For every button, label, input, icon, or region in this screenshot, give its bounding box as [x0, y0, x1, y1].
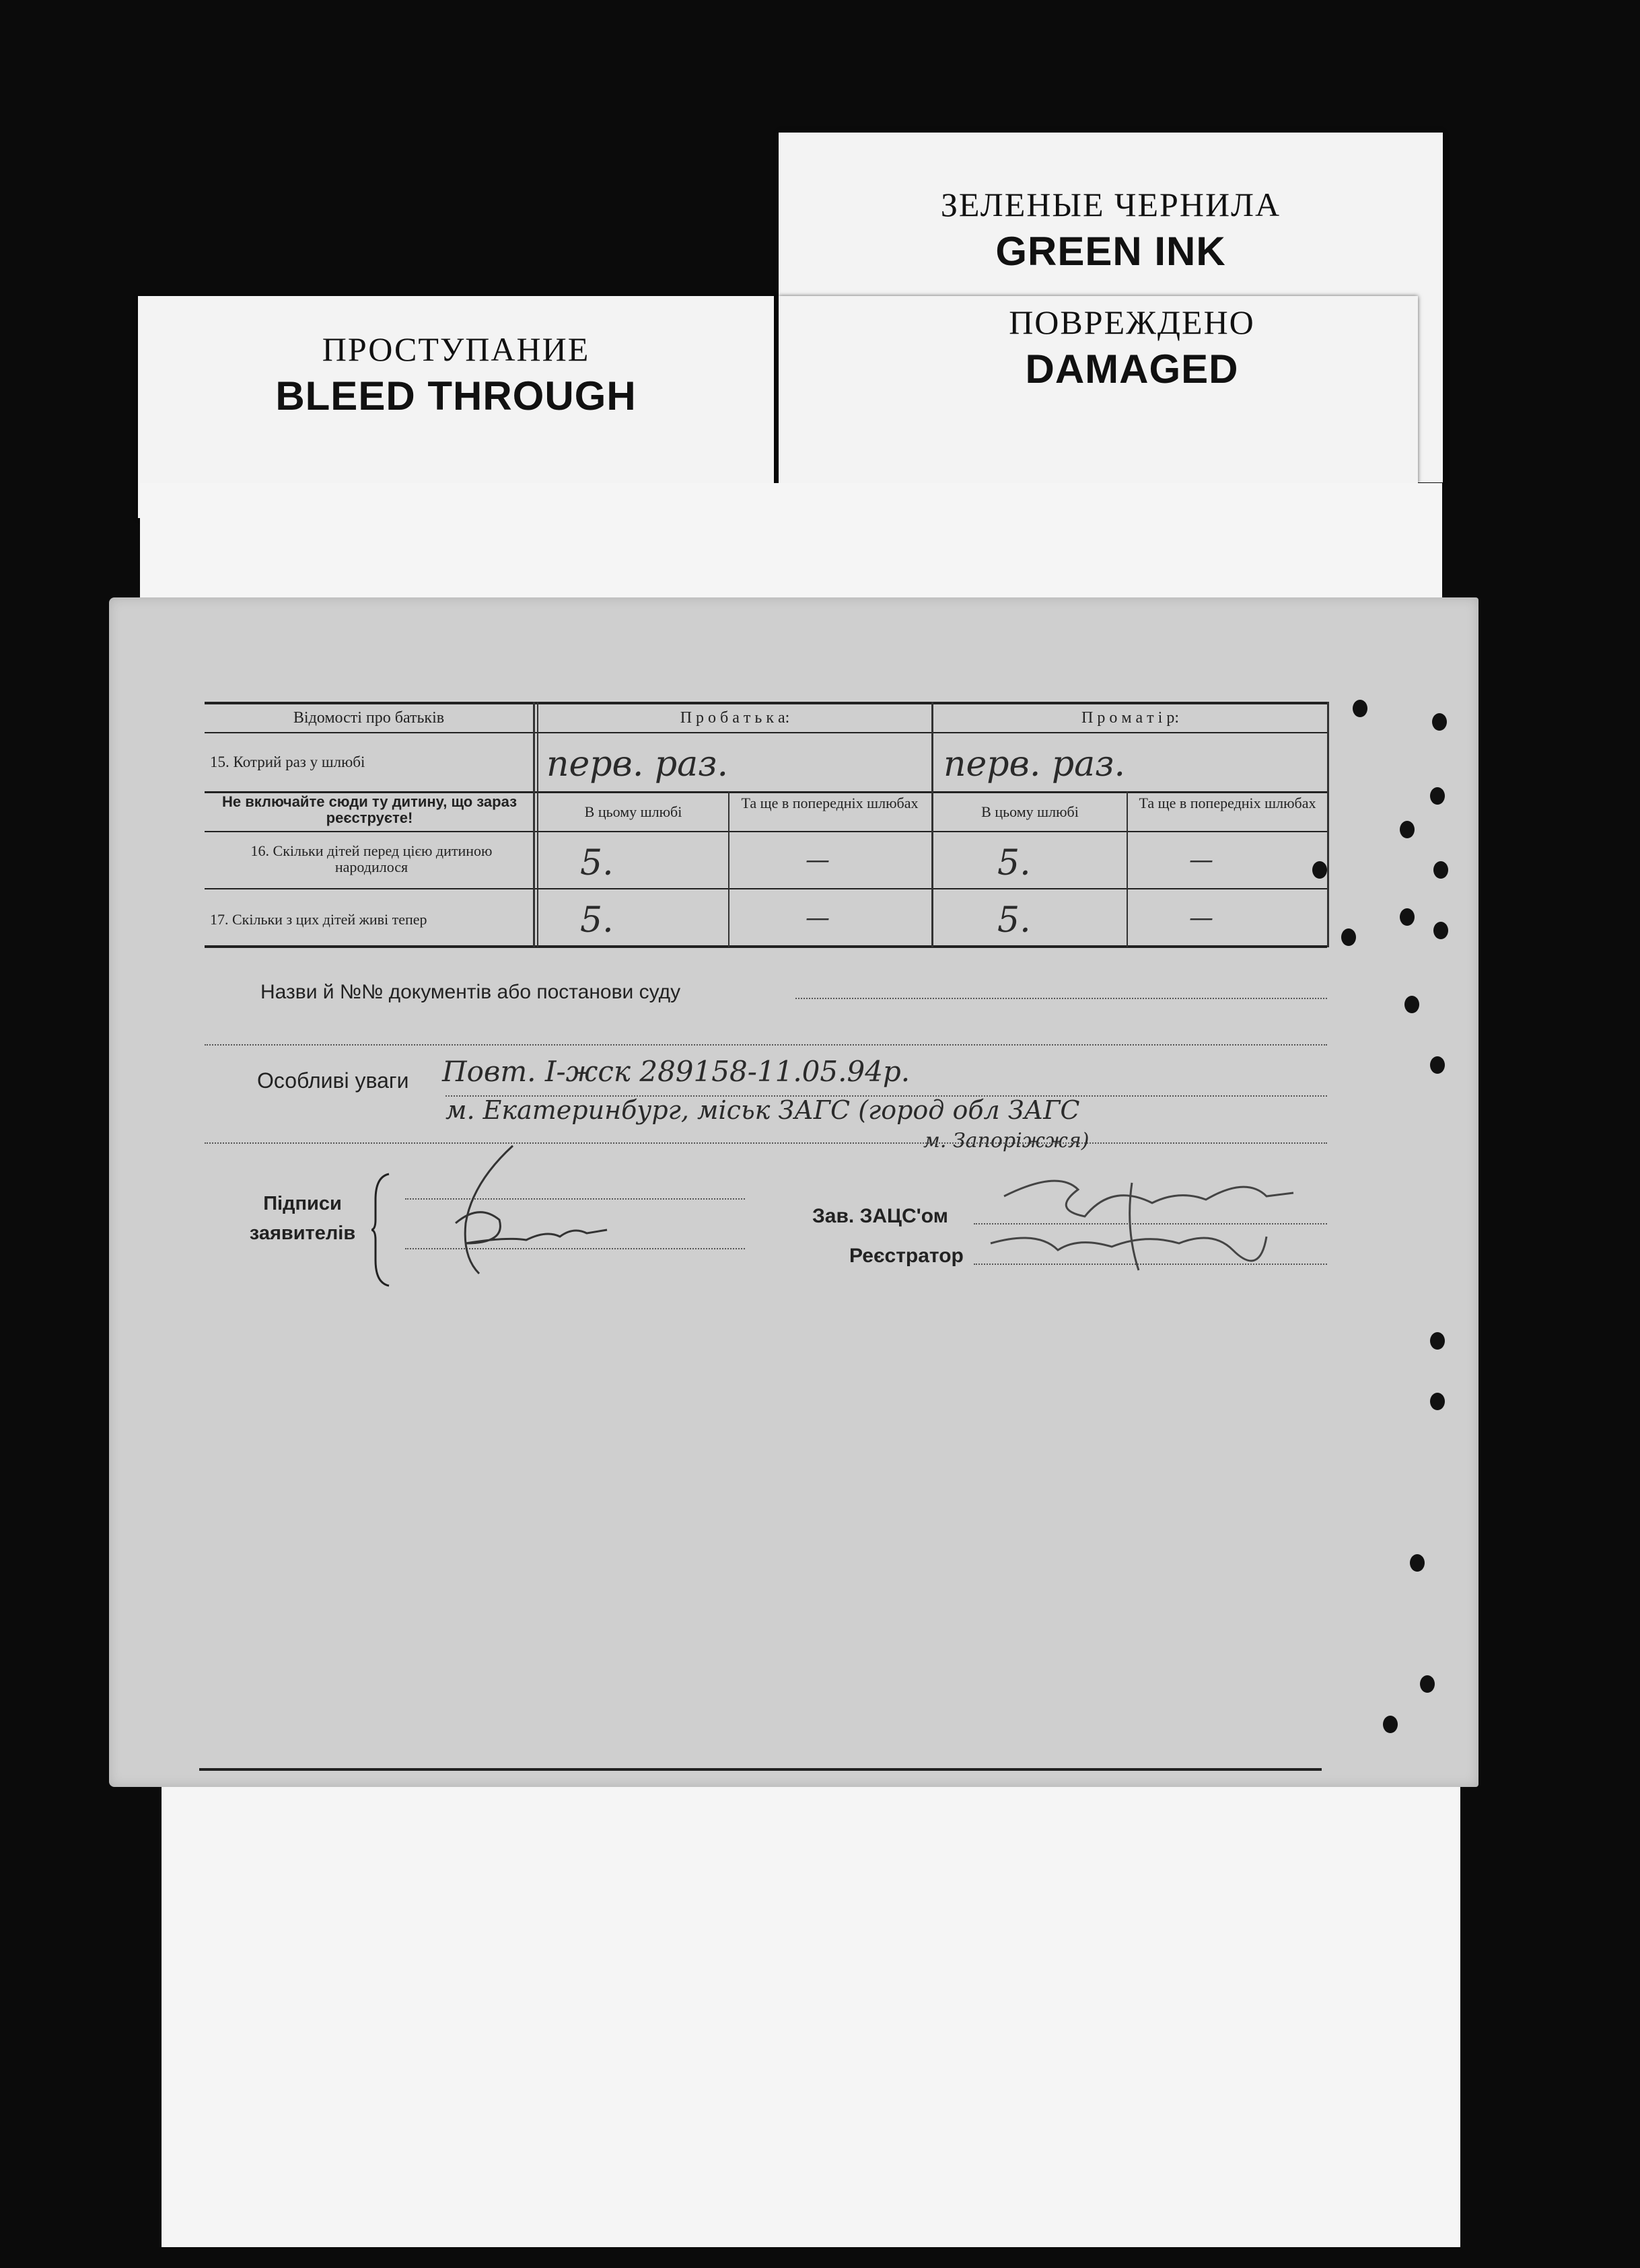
punch-hole: [1430, 1393, 1445, 1410]
form-sheet: [109, 597, 1478, 1787]
head-zags-label: Зав. ЗАЦС'ом: [812, 1205, 948, 1227]
form-bottom-line: [199, 1768, 1322, 1771]
punch-hole: [1433, 922, 1448, 939]
col-divider-1b: [537, 702, 538, 947]
special-line-2: м. Екатеринбург, міськ ЗАГС (город обл ЗАГС: [445, 1095, 1080, 1125]
punch-hole: [1312, 861, 1327, 879]
bottom-white-sheet: [162, 1776, 1460, 2247]
row16-father-prev: —: [806, 846, 830, 874]
note-mother-current: В цьому шлюбі: [981, 803, 1079, 820]
special-line-3: м. Запоріжжя): [923, 1129, 1090, 1153]
punch-hole: [1341, 928, 1356, 946]
row17-mother-prev: —: [1189, 904, 1213, 932]
col-divider-right: [1327, 702, 1329, 947]
official-signatures: [977, 1163, 1327, 1290]
row17-father-current: 5.: [580, 900, 614, 941]
row16-label: 16. Скільки дітей перед цією дитиною народилося: [250, 842, 493, 876]
bleed-through-en: BLEED THROUGH: [275, 373, 637, 418]
punch-hole: [1400, 908, 1415, 926]
punch-hole: [1353, 700, 1367, 717]
header-father: П р о б а т ь к а:: [680, 709, 790, 727]
registrar-label: Реєстратор: [849, 1245, 964, 1267]
special-line-dots-1: [445, 1095, 1327, 1097]
col-divider-2: [728, 791, 729, 947]
table-header-line: [205, 732, 1327, 733]
special-line-1: Повт. I-жск 289158-11.05.94р.: [442, 1055, 911, 1088]
punch-hole: [1430, 1056, 1445, 1074]
punch-hole: [1383, 1716, 1398, 1733]
row17-father-prev: —: [806, 904, 830, 932]
col-divider-4: [1127, 791, 1128, 947]
punch-hole: [1433, 861, 1448, 879]
documents-line-2: [205, 1044, 1327, 1046]
applicant-signature: [392, 1142, 647, 1277]
row17-mother-current: 5.: [997, 900, 1031, 941]
damaged-ru: ПОВРЕЖДЕНО: [1009, 303, 1255, 341]
applicants-signatures-label: Підписи заявителів: [249, 1193, 356, 1244]
table-top-line: [205, 702, 1327, 704]
row16-mother-prev: —: [1189, 846, 1213, 874]
punch-hole: [1430, 787, 1445, 805]
row15-label: 15. Котрий раз у шлюбі: [210, 754, 365, 770]
header-mother: П р о м а т і р:: [1081, 709, 1179, 727]
note-father-previous: Та ще в попередніх шлюбах: [741, 795, 919, 811]
special-label: Особливі уваги: [257, 1068, 409, 1093]
green-ink-en: GREEN INK: [995, 229, 1226, 274]
bleed-through-ru: ПРОСТУПАНИЕ: [322, 330, 590, 368]
damaged-label-card: [779, 296, 1418, 484]
note-mother-previous: Та ще в попередніх шлюбах: [1139, 795, 1316, 811]
documents-label: Назви й №№ документів або постанови суду: [260, 981, 681, 1003]
row17-label: 17. Скільки з цих дітей живі тепер: [210, 911, 427, 928]
row16-mother-current: 5.: [997, 843, 1031, 883]
row15-father-value: перв. раз.: [546, 744, 729, 784]
damaged-en: DAMAGED: [1025, 346, 1239, 392]
col-divider-1: [533, 702, 535, 947]
punch-hole: [1404, 996, 1419, 1013]
note-label: Не включайте сюди ту дитину, що зараз реєструєте!: [221, 793, 518, 827]
table-bottom-line: [205, 945, 1327, 948]
punch-hole: [1430, 1332, 1445, 1350]
col-divider-3: [931, 702, 933, 947]
row15-mother-value: перв. раз.: [943, 744, 1126, 784]
note-bottom-line: [205, 831, 1327, 832]
special-line-dots-2: [205, 1142, 1327, 1144]
punch-hole: [1400, 821, 1415, 838]
applicants-bracket: [371, 1173, 392, 1287]
white-backing-sheet: [140, 483, 1442, 604]
row16-bottom-line: [205, 888, 1327, 889]
documents-line-1: [795, 998, 1327, 999]
note-father-current: В цьому шлюбі: [584, 803, 682, 820]
header-parents-info: Відомості про батьків: [293, 709, 445, 727]
punch-hole: [1420, 1675, 1435, 1693]
row16-father-current: 5.: [580, 843, 614, 883]
green-ink-ru: ЗЕЛЕНЫЕ ЧЕРНИЛА: [940, 186, 1281, 223]
punch-hole: [1432, 713, 1447, 731]
punch-hole: [1410, 1554, 1425, 1572]
